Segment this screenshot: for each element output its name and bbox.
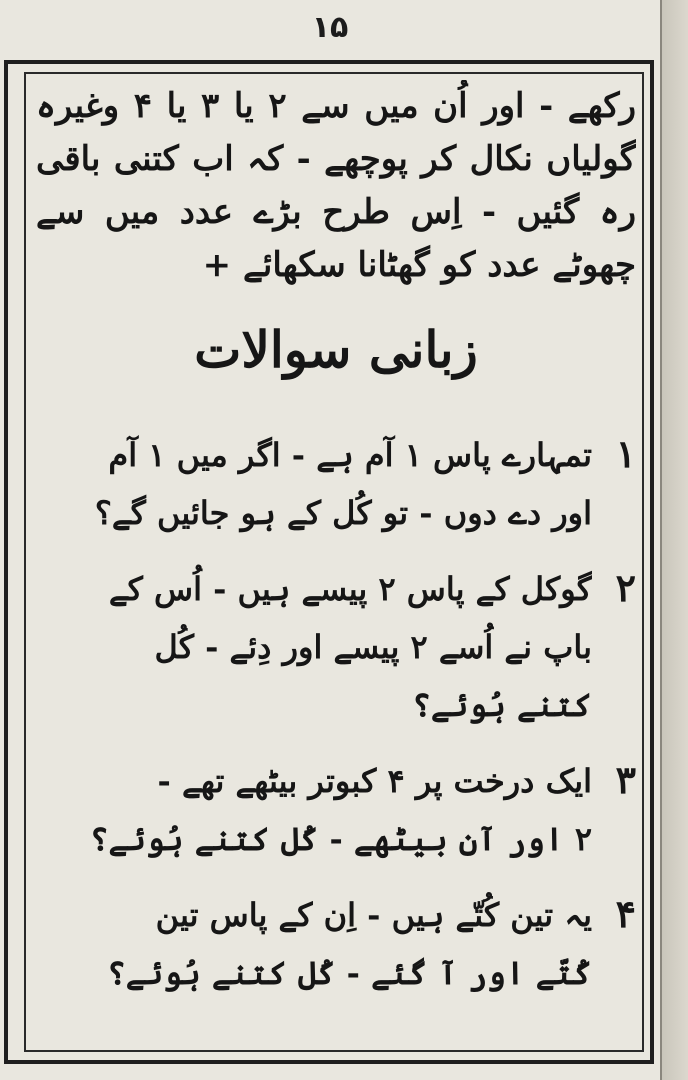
page-content: [36, 80, 636, 1040]
question-line: باپ نے اُسے ۲ پیسے اور دِئے - کُل: [154, 628, 592, 666]
question-2: [36, 560, 636, 734]
section-heading: زبانی سوالات: [194, 320, 478, 379]
intro-paragraph: [36, 80, 636, 292]
intro-line: چھوٹے عدد کو گھٹانا سکھائے +: [202, 245, 636, 285]
question-line: کتنے ہُوئے؟: [412, 686, 592, 724]
question-number: ۴: [615, 891, 636, 936]
question-number: ۳: [615, 757, 636, 802]
question-3: [36, 752, 636, 868]
question-number: ۲: [615, 565, 636, 610]
question-number: ۱: [615, 431, 636, 476]
intro-line: رکھے - اور اُن میں سے ۲ یا ۳ یا ۴ وغیرہ: [36, 86, 636, 126]
intro-line: رہ گئیں - اِس طرح بڑے عدد میں سے: [36, 192, 636, 232]
question-line: اور دے دوں - تو کُل کے ہو جائیں گے؟: [94, 494, 592, 532]
page-number: ۱۵: [311, 10, 349, 45]
question-line: گوکل کے پاس ۲ پیسے ہیں - اُس کے: [108, 570, 592, 608]
adjacent-page-edge: [660, 0, 688, 1080]
question-4: [36, 886, 636, 1002]
question-line: یہ تین کُتّے ہیں - اِن کے پاس تین: [155, 896, 592, 934]
question-line: ۲ اور آن بیٹھے - کُل کتنے ہُوئے؟: [89, 820, 592, 858]
question-line: ایک درخت پر ۴ کبوتر بیٹھے تھے -: [157, 762, 592, 800]
question-line: کُتّے اور آ گئے - کُل کتنے ہُوئے؟: [106, 954, 592, 992]
question-line: تمہارے پاس ۱ آم ہے - اگر میں ۱ آم: [108, 436, 592, 474]
question-1: [36, 426, 636, 542]
intro-line: گولیاں نکال کر پوچھے - کہ اب کتنی باقی: [36, 139, 636, 179]
